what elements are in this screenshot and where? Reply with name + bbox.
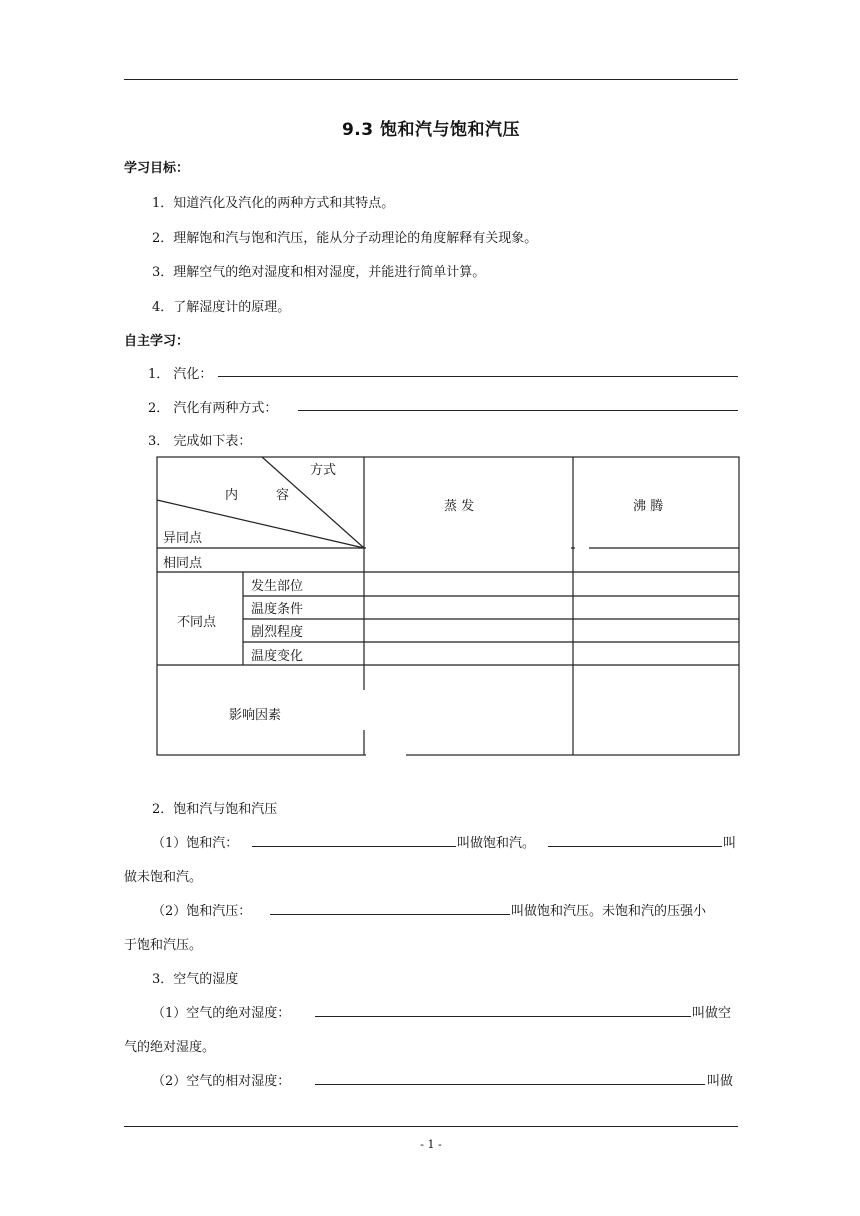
saturated-vapor-blank[interactable] [252, 846, 456, 847]
saturated-vapor-end: 叫 [723, 836, 737, 851]
table-diag-top: 方式 [310, 463, 337, 478]
table-subrow-temperature-condition: 温度条件 [251, 602, 304, 617]
page-title: 9.3 饱和汽与饱和汽压 [341, 120, 521, 140]
unsaturated-vapor-blank[interactable] [548, 846, 722, 847]
objective-item: 3．理解空气的绝对湿度和相对湿度，并能进行简单计算。 [152, 265, 486, 280]
footer-rule [124, 1126, 738, 1127]
question-1-label: 1． 汽化： [148, 367, 213, 382]
table-diag-mid-2: 容 [276, 488, 290, 503]
page-number: - 1 - [420, 1138, 442, 1151]
saturated-vapor-mid: 叫做饱和汽。 [457, 836, 536, 851]
relative-humidity-blank[interactable] [315, 1084, 705, 1085]
table-subrow-location: 发生部位 [251, 579, 304, 594]
objective-item: 2．理解饱和汽与饱和汽压，能从分子动理论的角度解释有关现象。 [152, 231, 538, 246]
table-diag-bottom: 异同点 [163, 531, 203, 546]
saturated-vapor-cont: 做未饱和汽。 [124, 870, 203, 885]
saturated-pressure-blank[interactable] [270, 914, 510, 915]
table-subrow-temperature-change: 温度变化 [251, 649, 304, 664]
saturated-pressure-cont: 于饱和汽压。 [124, 938, 203, 953]
self-study-heading: 自主学习： [124, 334, 190, 349]
absolute-humidity-label: （1）空气的绝对湿度： [152, 1006, 291, 1021]
absolute-humidity-cont: 气的绝对湿度。 [124, 1040, 216, 1055]
absolute-humidity-end: 叫做空 [692, 1006, 732, 1021]
objective-item: 1．知道汽化及汽化的两种方式和其特点。 [152, 196, 395, 211]
table-diag-mid-1: 内 [225, 488, 239, 503]
question-1-blank[interactable] [218, 376, 738, 377]
table-row-factors: 影响因素 [229, 708, 282, 723]
objective-item: 4．了解湿度计的原理。 [152, 300, 291, 315]
section-3-heading: 3．空气的湿度 [152, 972, 239, 987]
question-3-label: 3． 完成如下表： [148, 434, 252, 449]
relative-humidity-label: （2）空气的相对湿度： [152, 1074, 291, 1089]
absolute-humidity-blank[interactable] [315, 1016, 691, 1017]
relative-humidity-end: 叫做 [707, 1074, 734, 1089]
objectives-heading: 学习目标： [124, 161, 190, 176]
header-rule [124, 79, 738, 80]
question-2-label: 2． 汽化有两种方式： [148, 401, 278, 416]
saturated-vapor-label: （1）饱和汽： [152, 836, 239, 851]
saturated-pressure-end: 叫做饱和汽压。未饱和汽的压强小 [511, 904, 707, 919]
table-row-diff: 不同点 [177, 615, 217, 630]
table-header-boiling: 沸 腾 [633, 499, 664, 514]
saturated-pressure-label: （2）饱和汽压： [152, 904, 252, 919]
section-2-heading: 2．饱和汽与饱和汽压 [152, 802, 278, 817]
table-subrow-intensity: 剧烈程度 [251, 625, 304, 640]
table-header-evaporation: 蒸 发 [444, 499, 475, 514]
question-2-blank[interactable] [298, 410, 738, 411]
table-row-same: 相同点 [163, 556, 203, 571]
